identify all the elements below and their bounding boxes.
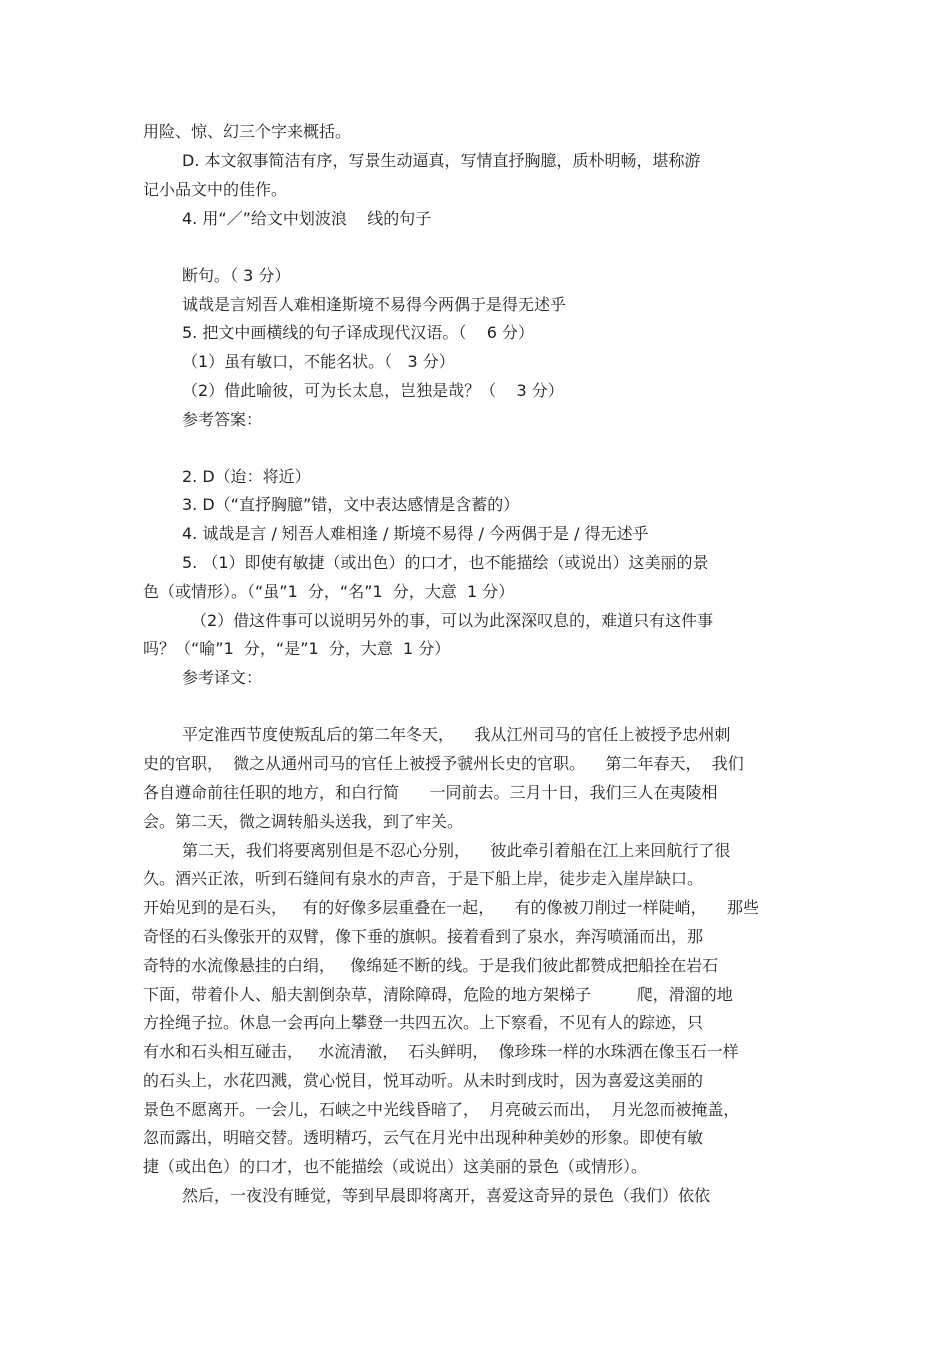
question-5-1-line: （1）虽有敏口，不能名状。（ 3 分） (182, 352, 455, 371)
text-line: 吗？（“喻”1 分，“是”1 分，大意 1 分） (143, 639, 451, 658)
text-line: 记小品文中的佳作。 (143, 180, 288, 199)
answer-3-line: 3. D（“直抒胸臆”错，文中表达感情是含蓄的） (182, 495, 520, 514)
translation-line: 会。第二天，微之调转船头送我，到了牢关。 (143, 812, 464, 831)
translation-line: 奇特的水流像悬挂的白绢， 像绵延不断的线。于是我们彼此都赞成把船拴在岩石 (143, 956, 719, 975)
question-4-line: 4. 用“／”给文中划波浪 线的句子 (182, 209, 432, 228)
translation-line: 开始见到的是石头， 有的好像多层重叠在一起， 有的像被刀削过一样陡峭， 那些 (143, 898, 759, 917)
question-5-2-line: （2）借此喻彼，可为长太息，岂独是哉？（ 3 分） (182, 381, 564, 400)
translation-line: 的石头上，水花四溅，赏心悦目，悦耳动听。从未时到戌时，因为喜爱这美丽的 (143, 1071, 704, 1090)
text-line: 色（或情形）。（“虽”1 分，“名”1 分，大意 1 分） (143, 582, 515, 601)
text-line: 用险、惊、幻三个字来概括。 (143, 122, 352, 141)
answer-4-line: 4. 诚哉是言 / 矧吾人难相逢 / 斯境不易得 / 今两偶于是 / 得无述乎 (182, 524, 649, 543)
translation-line: 奇怪的石头像张开的双臂，像下垂的旗帜。接着看到了泉水，奔泻喷涌而出，那 (143, 927, 704, 946)
translation-line: 史的官职， 微之从通州司马的官任上被授予虢州长史的官职。 第二年春天， 我们 (143, 754, 744, 773)
question-5-line: 5. 把文中画横线的句子译成现代汉语。（ 6 分） (182, 323, 534, 342)
answer-2-line: 2. D（迨：将近） (182, 467, 311, 486)
translation-line: 第二天，我们将要离别但是不忍心分别， 彼此牵引着船在江上来回航行了很 (182, 841, 731, 860)
translation-line: 平定淮西节度使叛乱后的第二年冬天， 我从江州司马的官任上被授予忠州刺 (182, 725, 731, 744)
translation-heading: 参考译文： (182, 668, 263, 687)
translation-line: 下面，带着仆人、船夫割倒杂草，清除障碍，危险的地方架梯子 爬，滑溜的地 (143, 985, 733, 1004)
translation-line: 各自遵命前往任职的地方，和白行简 一同前去。三月十日，我们三人在夷陵相 (143, 783, 718, 802)
translation-line: 景色不愿离开。一会儿，石峡之中光线昏暗了， 月亮破云而出， 月光忽而被掩盖， (143, 1100, 740, 1119)
option-d-line: D. 本文叙事简洁有序，写景生动逼真，写情直抒胸臆，质朴明畅，堪称游 (182, 151, 701, 170)
translation-line: 然后，一夜没有睡觉，等到早晨即将离开，喜爱这奇异的景色（我们）依依 (182, 1186, 711, 1205)
text-line: 断句。（ 3 分） (182, 266, 291, 285)
answer-5-line: 5. （1）即使有敏捷（或出色）的口才，也不能描绘（或说出）这美丽的景 (182, 553, 709, 572)
answer-5-2-line: （2）借这件事可以说明另外的事，可以为此深深叹息的，难道只有这件事 (191, 611, 714, 630)
translation-line: 有水和石头相互碰击， 水流清澈， 石头鲜明， 像珍珠一样的水珠洒在像玉石一样 (143, 1042, 739, 1061)
translation-line: 忽而露出，明暗交替。透明精巧，云气在月光中出现种种美妙的形象。即使有敏 (143, 1128, 704, 1147)
answer-heading: 参考答案： (182, 410, 263, 429)
classical-text-line: 诚哉是言矧吾人难相逢斯境不易得今两偶于是得无述乎 (182, 295, 567, 314)
translation-line: 捷（或出色）的口才，也不能描绘（或说出）这美丽的景色（或情形）。 (143, 1157, 648, 1176)
translation-line: 久。酒兴正浓，听到石缝间有泉水的声音，于是下船上岸，徒步走入崖岸缺口。 (143, 869, 704, 888)
translation-line: 方拴绳子拉。休息一会再向上攀登一共四五次。上下察看，不见有人的踪迹，只 (143, 1013, 704, 1032)
